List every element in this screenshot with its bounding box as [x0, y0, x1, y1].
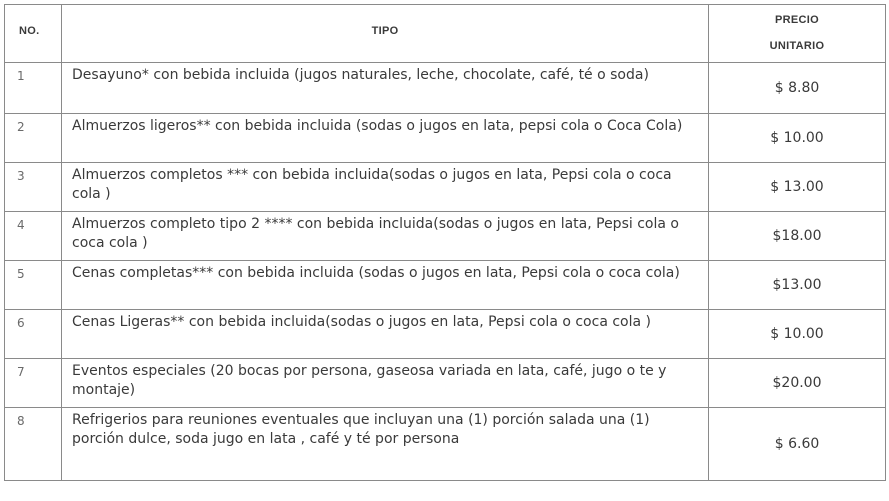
table-row — [5, 163, 886, 212]
row-tipo: Almuerzos completos *** con bebida incluida(sodas o jugos en lata, Pepsi cola o coca cola ) — [62, 163, 709, 212]
price-table-container — [4, 4, 885, 481]
row-number: 1 — [5, 63, 62, 114]
table-row — [5, 310, 886, 359]
price-table — [4, 4, 886, 481]
row-number: 3 — [5, 163, 62, 212]
row-precio: $13.00 — [709, 261, 886, 310]
row-tipo: Almuerzos completo tipo 2 **** con bebida incluida(sodas o jugos en lata, Pepsi cola o coca cola ) — [62, 212, 709, 261]
table-row — [5, 261, 886, 310]
row-precio: $ 13.00 — [709, 163, 886, 212]
header-precio-line2: UNITARIO — [769, 40, 825, 52]
table-row — [5, 359, 886, 408]
row-tipo: Cenas Ligeras** con bebida incluida(sodas o jugos en lata, Pepsi cola o coca cola ) — [62, 310, 709, 359]
header-tipo: TIPO — [62, 5, 709, 63]
row-tipo: Cenas completas*** con bebida incluida (sodas o jugos en lata, Pepsi cola o coca cola) — [62, 261, 709, 310]
row-precio: $18.00 — [709, 212, 886, 261]
table-row — [5, 63, 886, 114]
row-tipo: Refrigerios para reuniones eventuales que incluyan una (1) porción salada una (1) porción dulce, soda jugo en lata , café y té por persona — [62, 408, 709, 481]
header-no: NO. — [5, 5, 62, 63]
row-tipo: Eventos especiales (20 bocas por persona, gaseosa variada en lata, café, jugo o te y montaje) — [62, 359, 709, 408]
table-row — [5, 212, 886, 261]
row-number: 4 — [5, 212, 62, 261]
row-number: 7 — [5, 359, 62, 408]
row-number: 8 — [5, 408, 62, 481]
header-precio-line1: PRECIO — [775, 14, 819, 26]
header-precio-unitario — [709, 5, 886, 63]
header-row — [5, 5, 886, 63]
row-precio: $ 10.00 — [709, 310, 886, 359]
row-precio: $ 8.80 — [709, 63, 886, 114]
row-precio: $20.00 — [709, 359, 886, 408]
row-precio: $ 10.00 — [709, 114, 886, 163]
table-row — [5, 114, 886, 163]
row-number: 6 — [5, 310, 62, 359]
row-tipo: Almuerzos ligeros** con bebida incluida (sodas o jugos en lata, pepsi cola o Coca Cola) — [62, 114, 709, 163]
row-number: 5 — [5, 261, 62, 310]
row-precio: $ 6.60 — [709, 408, 886, 481]
table-row — [5, 408, 886, 481]
row-number: 2 — [5, 114, 62, 163]
row-tipo: Desayuno* con bebida incluida (jugos naturales, leche, chocolate, café, té o soda) — [62, 63, 709, 114]
